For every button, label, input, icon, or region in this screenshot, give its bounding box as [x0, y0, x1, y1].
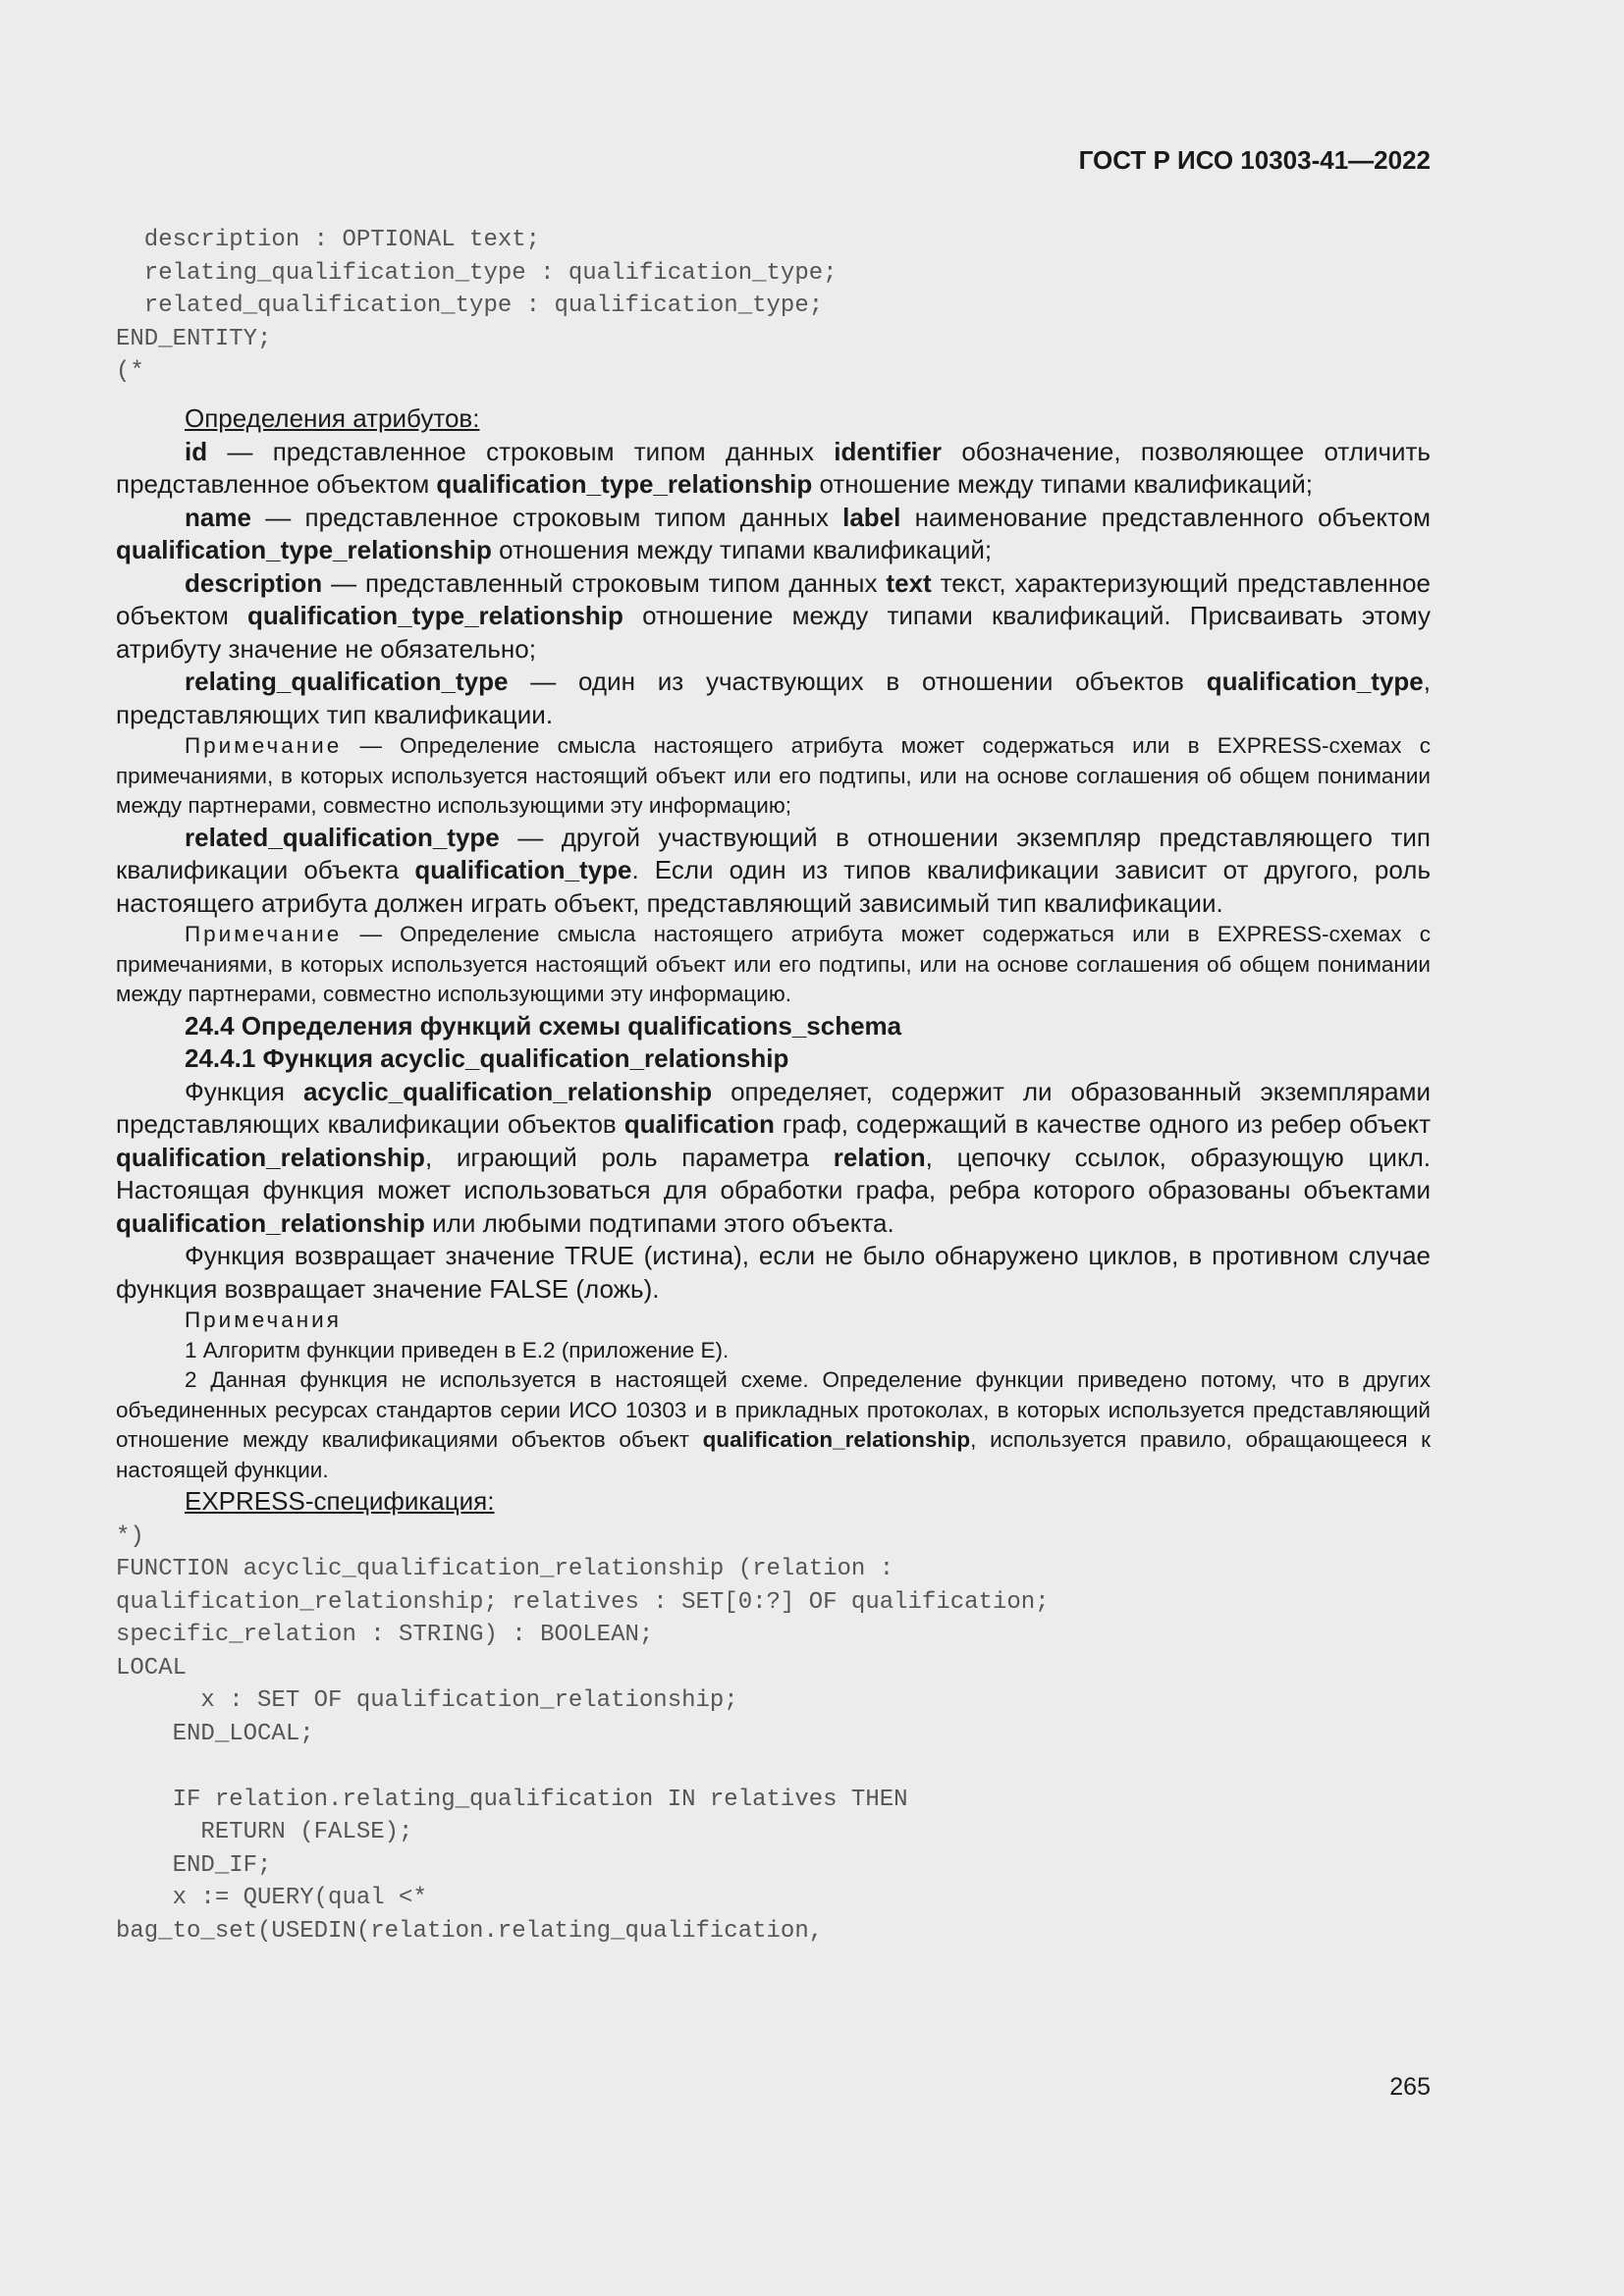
- note-label: Примечание: [185, 922, 343, 946]
- entity-name: qualification_relationship: [702, 1427, 971, 1452]
- text-run: определяет, содержит ли образованный экземплярами представляющих квалификации объектов: [116, 1076, 1432, 1139]
- express-code-function: *) FUNCTION acyclic_qualification_relationship (relation : qualification_relationship; relatives : SET[0:?] OF qualification; specific_relation : STRING) : BOOLEAN; LOCAL x : SET OF qualification_relationship; END_LOCAL; IF relation.relating_qualification IN relatives THEN RETURN (FALSE); END_IF; x := QUERY(qual <* bag_to_set(USEDIN(relation.relating_qualification,: [116, 1522, 1050, 1945]
- text-run: Функция: [185, 1076, 303, 1106]
- text-run: наименование представленного объектом: [900, 502, 1431, 532]
- entity-name: qualification_relationship: [116, 1142, 425, 1172]
- note-text: — Определение смысла настоящего атрибута может содержаться или в EXPRESS-схемах с примечаниями, в которых используется настоящий объект или его подтипы, или на основе соглашения об общем понимании между партнерами, совместно использующими эту информацию.: [116, 922, 1431, 1006]
- section-heading-24-4: 24.4 Определения функций схемы qualifications_schema: [185, 1010, 902, 1041]
- express-specification-heading: EXPRESS-спецификация:: [185, 1486, 495, 1516]
- text-run: — другой участвующий в отношении экземпляр представляющего тип квалификации объекта: [116, 822, 1431, 884]
- note-label: Примечание: [185, 733, 343, 758]
- text-run: — представленное строковым типом данных: [250, 502, 843, 532]
- text-run: — представленный строковым типом данных: [322, 567, 887, 598]
- text-run: — представленное строковым типом данных: [207, 436, 835, 466]
- entity-name: qualification_type_relationship: [436, 469, 813, 499]
- entity-name: qualification_type: [1206, 667, 1424, 696]
- text-run: отношения между типами квалификаций;: [491, 535, 993, 564]
- text-run: , представляющих тип квалификации.: [116, 667, 1431, 729]
- attribute-description-definition: [116, 567, 1431, 667]
- note-label: Примечания: [185, 1308, 342, 1332]
- attribute-id-definition: [116, 436, 1431, 502]
- document-code-header: ГОСТ Р ИСО 10303-41—2022: [1078, 145, 1431, 175]
- entity-name: qualification_type_relationship: [116, 535, 492, 564]
- type-name: text: [886, 567, 932, 598]
- note-1: [116, 731, 1431, 822]
- type-name: label: [842, 502, 901, 532]
- notes-item-2: [116, 1365, 1431, 1485]
- express-code-top: description : OPTIONAL text; relating_qualification_type : qualification_type; related_qualification_type : qualification_type; END_ENTITY; (*: [116, 227, 838, 385]
- text-run: обозначение, позволяющее отличить представленное объектом: [116, 436, 1431, 499]
- document-body: [116, 402, 1431, 1948]
- attribute-name: name: [185, 502, 251, 532]
- note-2: [116, 920, 1431, 1010]
- parameter-name: relation: [833, 1142, 926, 1172]
- attribute-name: relating_qualification_type: [185, 667, 509, 696]
- notes-item-1: 1 Алгоритм функции приведен в Е.2 (приложение Е).: [185, 1337, 730, 1362]
- attributes-heading: Определения атрибутов:: [185, 403, 480, 433]
- section-heading-24-4-1: 24.4.1 Функция acyclic_qualification_relationship: [185, 1043, 789, 1073]
- entity-name: qualification_relationship: [116, 1207, 425, 1238]
- attribute-related-definition: [116, 822, 1431, 921]
- note-text: — Определение смысла настоящего атрибута может содержаться или в EXPRESS-схемах с примечаниями, в которых используется настоящий объект или его подтипы, или на основе соглашения об общем понимании между партнерами, совместно использующими эту информацию;: [116, 733, 1431, 818]
- text-run: граф, содержащий в качестве одного из ребер объект: [774, 1109, 1431, 1139]
- notes-label: [116, 1306, 1431, 1336]
- text-run: , цепочку ссылок, образующую цикл. Настоящая функция может использоваться для обработки графа, ребра которого образованы объектами: [116, 1142, 1431, 1204]
- text-run: 2 Данная функция не используется в настоящей схеме. Определение функции приведено потому, что в других объединенных ресурсах стандартов серии ИСО 10303 и в прикладных протоколах, в которых используется представляющий отношение между квалификациями объектов объект: [116, 1367, 1431, 1452]
- text-run: текст, характеризующий представленное объектом: [116, 567, 1431, 630]
- attribute-name-definition: [116, 502, 1431, 567]
- entity-name: qualification_type: [414, 855, 632, 884]
- text-run: — один из участвующих в отношении объектов: [508, 667, 1207, 696]
- entity-name: qualification_type_relationship: [247, 601, 623, 630]
- function-name: acyclic_qualification_relationship: [302, 1076, 713, 1106]
- text-run: отношение между типами квалификаций. Присваивать этому атрибуту значение не обязательно;: [116, 601, 1431, 664]
- attribute-name: related_qualification_type: [185, 822, 500, 852]
- type-name: identifier: [834, 436, 943, 466]
- text-run: , играющий роль параметра: [424, 1142, 834, 1172]
- function-description-paragraph: [116, 1076, 1431, 1241]
- page-number: 265: [1389, 2073, 1431, 2101]
- text-run: или любыми подтипами этого объекта.: [424, 1207, 894, 1238]
- attribute-name: id: [185, 436, 208, 466]
- text-run: , используется правило, обращающееся к настоящей функции.: [116, 1427, 1432, 1482]
- text-run: отношение между типами квалификаций;: [812, 469, 1313, 499]
- attribute-name: description: [185, 567, 323, 598]
- entity-name: qualification: [623, 1109, 775, 1139]
- attribute-relating-definition: [116, 666, 1431, 731]
- function-return-paragraph: Функция возвращает значение TRUE (истина), если не было обнаружено циклов, в противном случае функция возвращает значение FALSE (ложь).: [116, 1241, 1431, 1304]
- text-run: . Если один из типов квалификации зависит от другого, роль настоящего атрибута должен играть объект, представляющий зависимый тип квалификации.: [116, 855, 1431, 918]
